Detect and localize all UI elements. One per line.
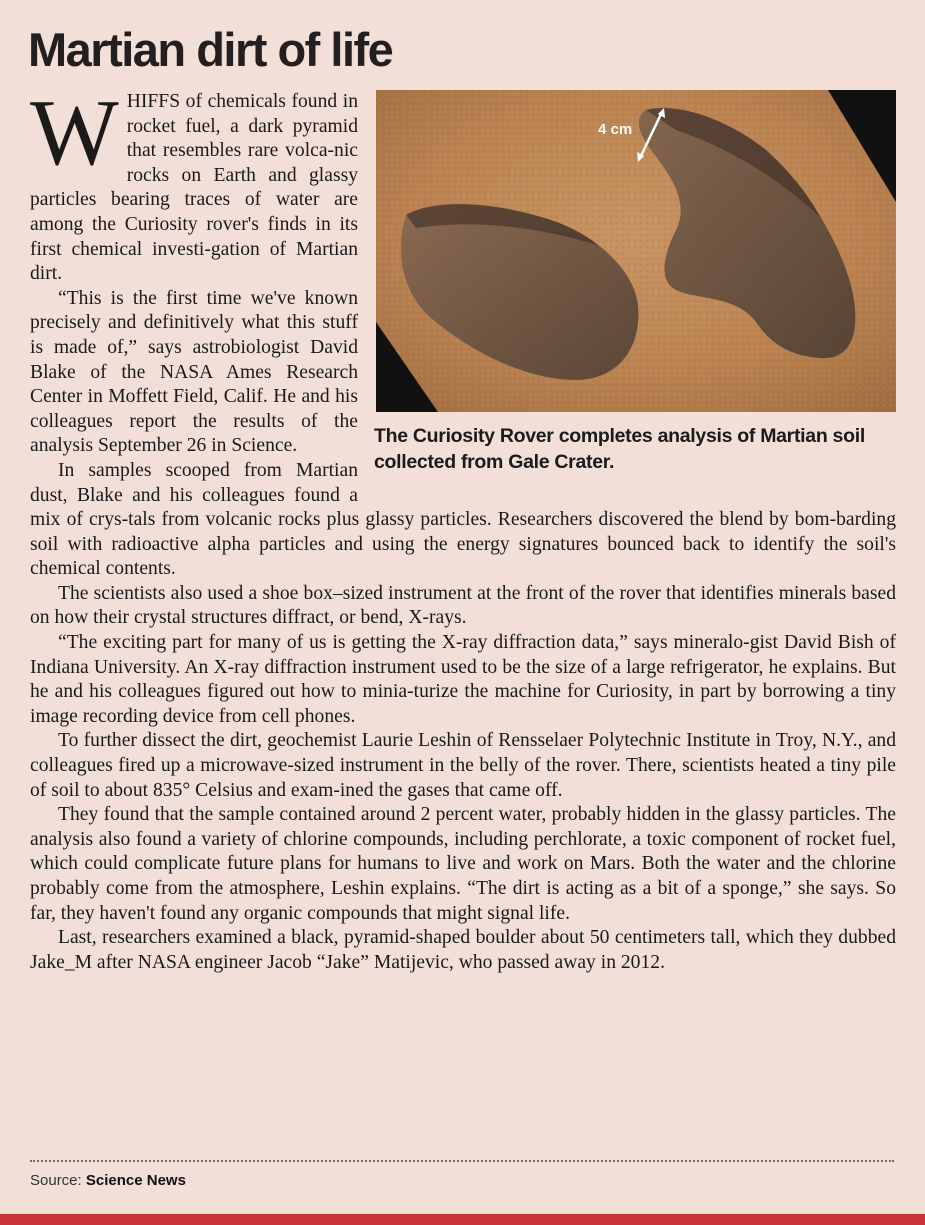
figure-caption: The Curiosity Rover completes analysis of Martian soil collected from Gale Crater. [374,425,865,473]
paragraph-8: Last, researchers examined a black, pyramid-shaped boulder about 50 centimeters tall, which they dubbed Jake_M after NASA engineer Jacob “Jake” Matijevic, who passed away in 2012. [30,927,896,973]
dotted-divider [30,1160,894,1162]
article-title: Martian dirt of life [28,23,393,76]
paragraph-7: They found that the sample contained around 2 percent water, probably hidden in the glassy particles. The analysis also found a variety of chlorine compounds, including perchlorate, a toxic component of rocket fuel, which could complicate future plans for humans to live and work on Mars. Both the water and the chlorine probably come from the atmosphere, Leshin explains. “The dirt is acting as a bit of a sponge,” she says. So far, they haven't found any organic compounds that might signal life. [30,804,896,924]
mars-soil-photo [376,90,896,412]
source-name: Science News [85,1172,186,1189]
paragraph-4: The scientists also used a shoe box–sized instrument at the front of the rover that identifies minerals based on how their crystal structures diffract, or bend, X-rays. [30,582,896,629]
drop-cap: W [30,81,119,185]
paragraph-1-text: HIFFS of chemicals found in rocket fuel, a dark pyramid that resembles rare volca-nic rocks on Earth and glassy particles bearing traces of water are among the Curiosity rover's finds in its first chemical investi-gation of Martian dirt. [30,91,358,285]
bottom-accent-bar [0,1214,925,1225]
paragraph-3: In samples scooped from Martian dust, Blake and his colleagues found a mix of crys-tals from volcanic rocks plus glassy particles. Researchers discovered the blend by bom-barding soil with radioactive alpha particles and using the energy signatures bounced back to identify the soil's chemical contents. [30,459,896,580]
source-credit [30,1172,186,1189]
source-prefix: Source: [30,1172,82,1189]
scale-label: 4 cm [598,121,633,138]
paragraph-5: “The exciting part for many of us is getting the X-ray diffraction data,” says mineralo-gist David Bish of Indiana University. An X-ray diffraction instrument used to be the size of a large refrigerator, he explains. But he and his colleagues figured out how to minia-turize the machine for Curiosity, in part by borrowing a tiny image recording device from cell phones. [30,632,896,727]
paragraph-6: To further dissect the dirt, geochemist Laurie Leshin of Rensselaer Polytechnic Institute in Troy, N.Y., and colleagues fired up a microwave-sized instrument in the belly of the rover. There, scientists heated a tiny pile of soil to about 835° Celsius and exam-ined the gases that came off. [30,730,896,801]
figure [372,90,896,490]
article-body [30,81,896,975]
paragraph-2: “This is the first time we've known precisely and definitively what this stuff is made of,” says astrobiologist David Blake of the NASA Ames Research Center in Moffett Field, Calif. He and his colleagues report the results of the analysis September 26 in Science. [30,287,358,457]
